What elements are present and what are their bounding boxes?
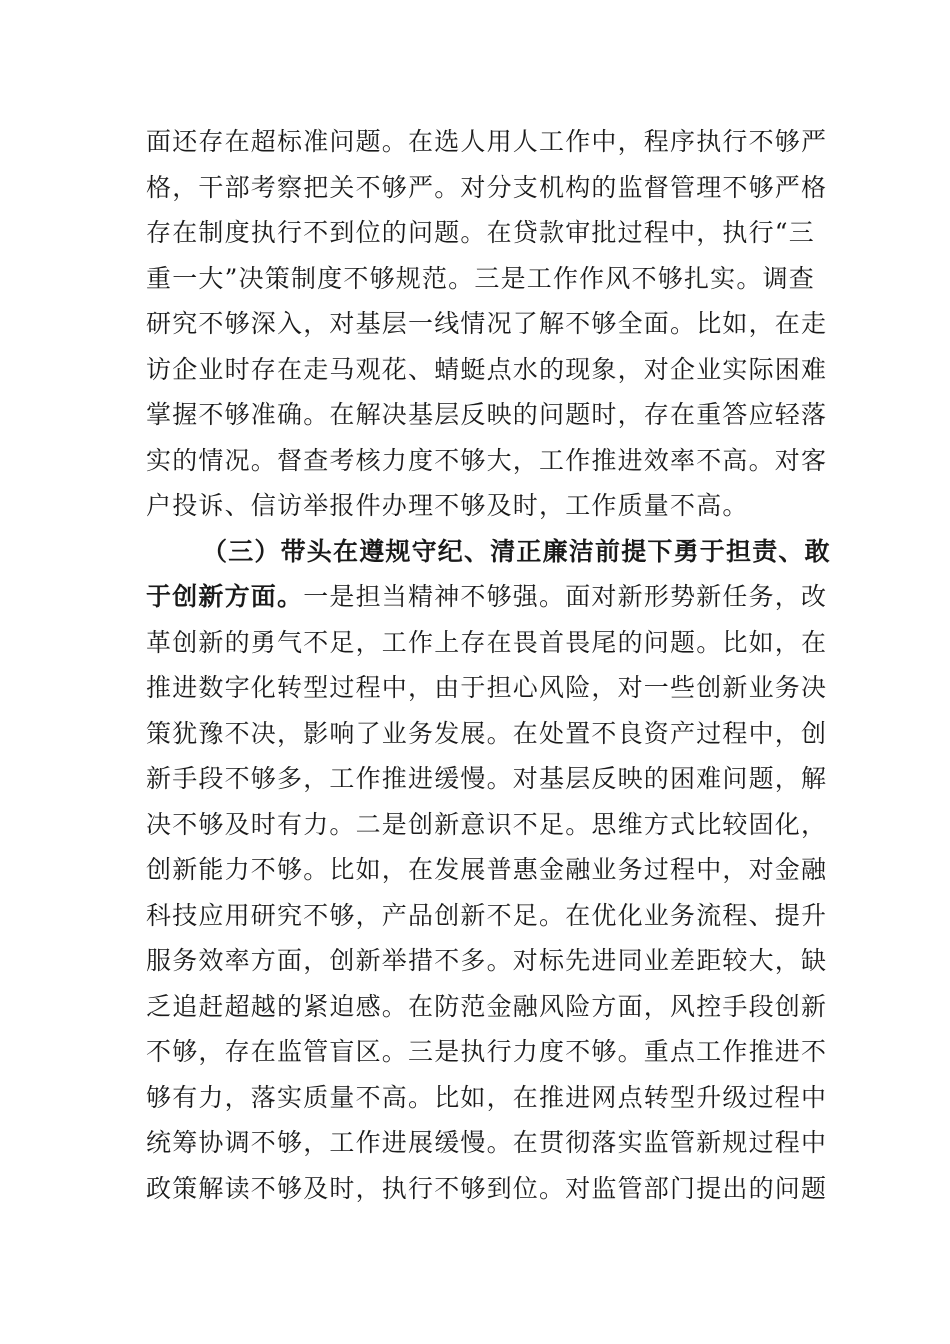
text-line: 决不够及时有力。二是创新意识不足。思维方式比较固化， <box>146 809 828 839</box>
text-line: 户投诉、信访举报件办理不够及时，工作质量不高。 <box>146 491 749 520</box>
section-heading-end: 于创新方面。 <box>146 582 304 611</box>
text-line: 创新能力不够。比如，在发展普惠金融业务过程中，对金融 <box>146 855 828 884</box>
text-line: 访企业时存在走马观花、蜻蜓点水的现象，对企业实际困难 <box>146 354 828 384</box>
text-line-rest: 一是担当精神不够强。面对新形势新任务，改 <box>303 582 828 611</box>
text-line: 存在制度执行不到位的问题。在贷款审批过程中，执行“三 <box>146 218 815 247</box>
text-line: 格，干部考察把关不够严。对分支机构的监督管理不够严格 <box>146 172 828 202</box>
paragraph-1 <box>146 119 828 529</box>
text-line: 推进数字化转型过程中，由于担心风险，对一些创新业务决 <box>146 673 828 702</box>
text-line: 不够，存在监管盲区。三是执行力度不够。重点工作推进不 <box>146 1037 828 1066</box>
text-line: 策犹豫不决，影响了业务发展。在处置不良资产过程中，创 <box>146 718 828 748</box>
text-line: 革创新的勇气不足，工作上存在畏首畏尾的问题。比如，在 <box>146 627 828 657</box>
text-line: 实的情况。督查考核力度不够大，工作推进效率不高。对客 <box>146 445 828 475</box>
text-line: 政策解读不够及时，执行不够到位。对监管部门提出的问题 <box>146 1173 828 1203</box>
text-line: 服务效率方面，创新举措不多。对标先进同业差距较大，缺 <box>146 946 828 975</box>
paragraph-2 <box>146 529 831 1212</box>
text-line: 研究不够深入，对基层一线情况了解不够全面。比如，在走 <box>146 309 828 338</box>
text-line: 够有力，落实质量不高。比如，在推进网点转型升级过程中 <box>146 1082 828 1112</box>
body-text <box>146 119 831 1211</box>
text-line <box>146 574 828 620</box>
text-line: 科技应用研究不够，产品创新不足。在优化业务流程、提升 <box>146 900 828 930</box>
text-line: 掌握不够准确。在解决基层反映的问题时，存在重答应轻落 <box>146 400 828 429</box>
text-line: 新手段不够多，工作推进缓慢。对基层反映的困难问题，解 <box>146 764 828 793</box>
section-heading: （三）带头在遵规守纪、清正廉洁前提下勇于担责、敢 <box>202 536 831 566</box>
text-line: 乏追赶超越的紧迫感。在防范金融风险方面，风控手段创新 <box>146 991 828 1021</box>
text-line: 统筹协调不够，工作进展缓慢。在贯彻落实监管新规过程中 <box>146 1128 828 1157</box>
text-line: 重一大”决策制度不够规范。三是工作作风不够扎实。调查 <box>146 263 815 293</box>
text-line: 面还存在超标准问题。在选人用人工作中，程序执行不够严 <box>146 127 828 156</box>
